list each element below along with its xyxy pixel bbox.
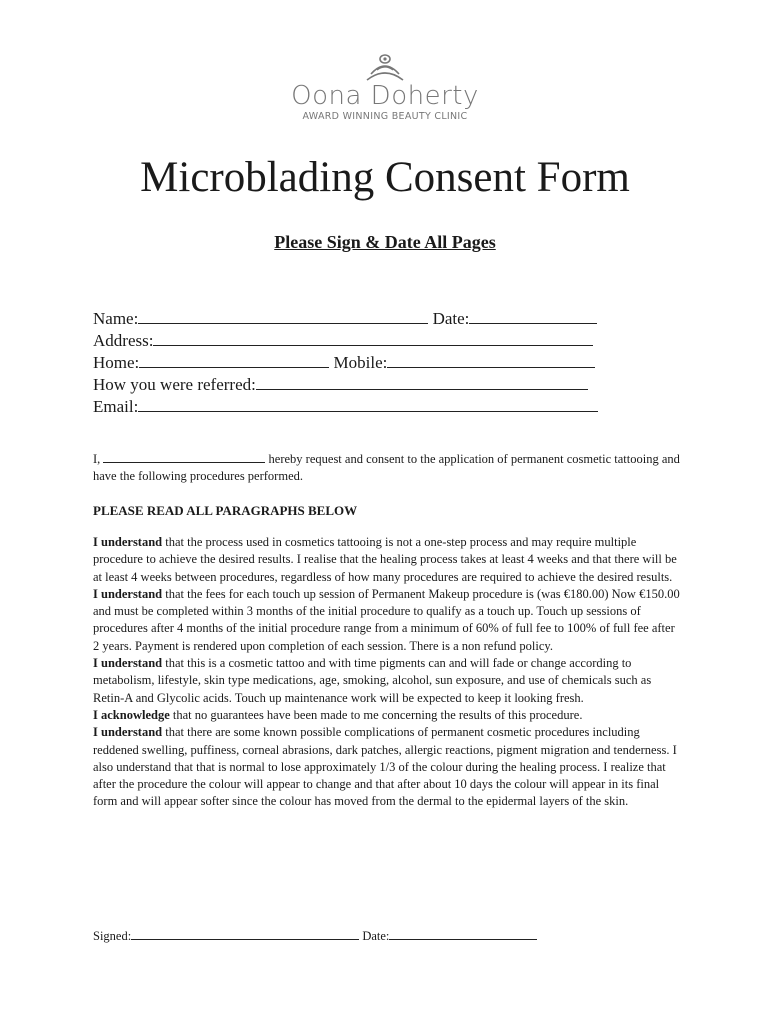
lotus-logo-icon xyxy=(365,50,405,84)
email-label: Email: xyxy=(93,397,139,416)
signed-label: Signed: xyxy=(93,929,132,943)
page-subtitle: Please Sign & Date All Pages xyxy=(274,232,496,252)
paragraph-lead: I understand xyxy=(93,586,163,601)
referred-label: How you were referred: xyxy=(93,375,256,394)
signature-date-label: Date: xyxy=(362,929,390,943)
intro-prefix: I, xyxy=(93,452,101,466)
date-label: Date: xyxy=(432,309,470,328)
paragraph-lead: I acknowledge xyxy=(93,707,170,722)
client-name-blank[interactable] xyxy=(103,451,265,463)
signature-date-field[interactable] xyxy=(389,928,537,940)
clinic-logo xyxy=(0,50,770,122)
address-label: Address: xyxy=(93,331,154,350)
address-row xyxy=(93,330,613,352)
paragraph xyxy=(93,586,683,655)
page-title: Microblading Consent Form xyxy=(140,154,630,201)
paragraph-text: that the fees for each touch up session of Permanent Makeup procedure is (was €180.00) Now €150.00 and must be completed within 3 months of the initial procedure to qualify as a touch up. Touch up sessions of procedures after 4 months of the initial procedure range from a minimum of 60% of full fee to 100% of full fee after 2 years. Payment is rendered upon completion of each session. There is a non refund policy. xyxy=(93,586,680,653)
consent-intro xyxy=(93,451,683,486)
date-field[interactable] xyxy=(469,308,597,324)
name-label: Name: xyxy=(93,309,139,328)
home-label: Home: xyxy=(93,353,140,372)
read-heading: PLEASE READ ALL PARAGRAPHS BELOW xyxy=(93,503,358,518)
paragraph-text: that no guarantees have been made to me concerning the results of this procedure. xyxy=(172,707,583,722)
name-row xyxy=(93,308,613,330)
referred-row xyxy=(93,374,613,396)
mobile-label: Mobile: xyxy=(333,353,388,372)
paragraph-lead: I understand xyxy=(93,725,163,740)
paragraph-lead: I understand xyxy=(93,656,163,671)
name-field[interactable] xyxy=(138,308,428,324)
phone-row xyxy=(93,352,613,374)
intro-text: hereby request and consent to the application of permanent cosmetic tattooing and have the following procedures performed. xyxy=(93,452,680,484)
mobile-field[interactable] xyxy=(387,352,595,368)
address-field[interactable] xyxy=(153,330,593,346)
paragraph-lead: I understand xyxy=(93,535,163,549)
paragraph xyxy=(93,724,683,810)
paragraph xyxy=(93,534,683,586)
consent-paragraphs xyxy=(93,534,683,811)
paragraph-text: that there are some known possible complications of permanent cosmetic procedures including reddened swelling, puffiness, corneal abrasions, dark patches, allergic reactions, pigment migration and tenderness. I also understand that that is normal to lose approximately 1/3 of the colour during the healing process. I realize that after the procedure the colour will appear to change and that after about 10 days the colour will appear in its final form and will appear softer since the colour has moved from the dermal to the epidermal layers of the skin. xyxy=(93,725,677,809)
signature-row xyxy=(93,928,537,944)
logo-tagline: AWARD WINNING BEAUTY CLINIC xyxy=(302,111,468,122)
home-phone-field[interactable] xyxy=(139,352,329,368)
paragraph-text: that this is a cosmetic tattoo and with time pigments can and will fade or change according to metabolism, lifestyle, skin type medications, age, smoking, alcohol, sun exposure, and use of chemicals such as Retin-A and Glycolic acids. Touch up maintenance work will be expected to keep it looking fresh. xyxy=(93,656,652,705)
paragraph-text: that the process used in cosmetics tattooing is not a one-step process and may require multiple procedure to achieve the desired results. I realise that the healing process takes at least 4 weeks and that there will be at least 4 weeks between procedures, regardless of how many procedures are required to achieve the desired results. xyxy=(93,535,677,584)
email-row xyxy=(93,396,613,418)
signature-field[interactable] xyxy=(131,928,359,940)
paragraph xyxy=(93,655,683,707)
client-details xyxy=(93,308,613,418)
logo-name: Oona Doherty xyxy=(291,81,479,111)
email-field[interactable] xyxy=(138,396,598,412)
referred-field[interactable] xyxy=(256,374,588,390)
paragraph xyxy=(93,707,683,724)
